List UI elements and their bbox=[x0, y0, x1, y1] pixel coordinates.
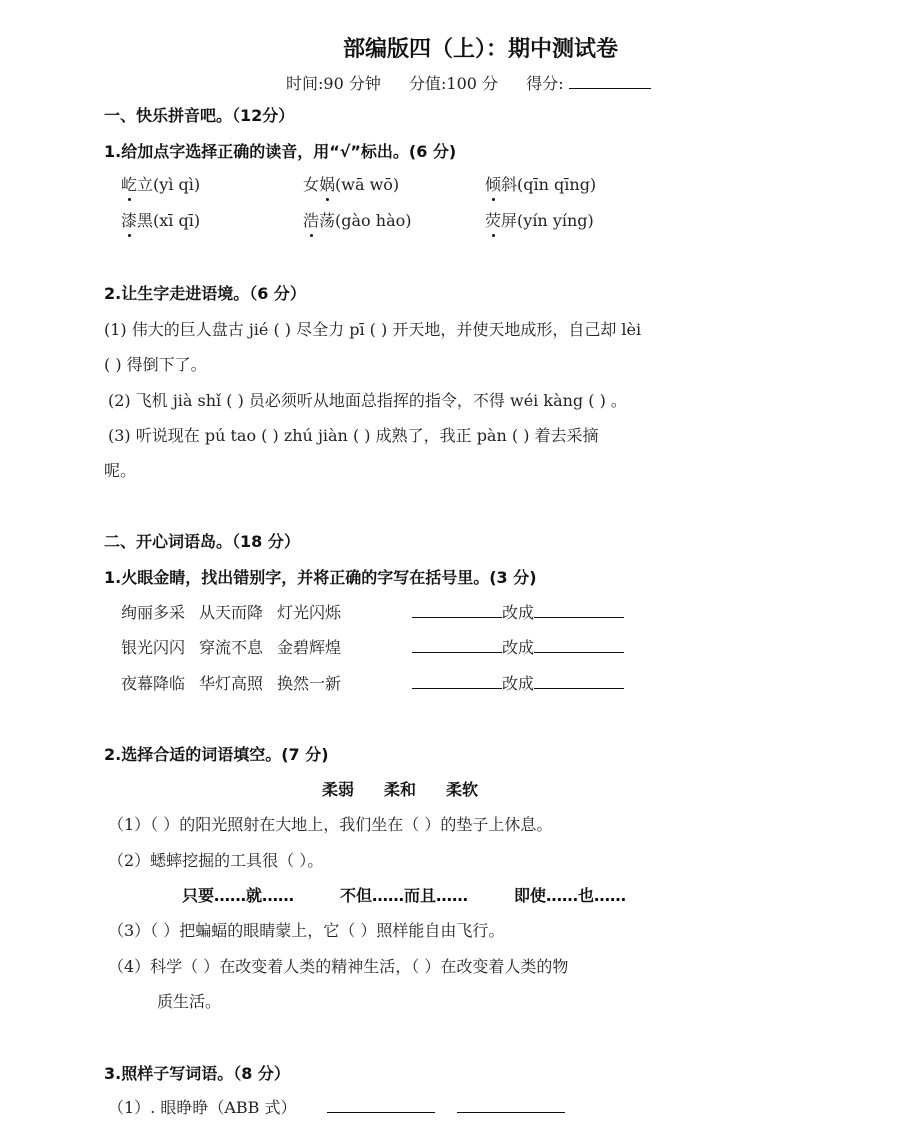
s2-q2-s4b: 质生活。 bbox=[157, 992, 222, 1011]
s1-q2-line1: (1) 伟大的巨人盘古 jié ( ) 尽全力 pī ( ) 开天地，并使天地成形，自己却 lèi bbox=[104, 320, 642, 339]
answer-blank[interactable] bbox=[327, 1098, 435, 1113]
page-title: 部编版四（上）：期中测试卷 bbox=[343, 37, 619, 62]
section2-heading: 二、开心词语岛。（18 分） bbox=[104, 532, 300, 551]
s2-q2-s1: （1）（ ）的阳光照射在大地上，我们坐在（ ）的垫子上休息。 bbox=[108, 815, 553, 834]
score-obtained-label: 得分: bbox=[526, 74, 564, 93]
typo-answer: 改成 bbox=[412, 635, 624, 658]
pinyin-item: 漆黑(xī qī) bbox=[121, 208, 200, 231]
s1-q2-prompt: 2.让生字走进语境。（6 分） bbox=[104, 284, 306, 303]
correct-char-blank[interactable] bbox=[534, 674, 624, 689]
answer-blank[interactable] bbox=[457, 1098, 565, 1113]
pinyin-options[interactable]: (qīn qīng) bbox=[517, 175, 597, 194]
pinyin-options[interactable]: (yín yíng) bbox=[517, 211, 594, 230]
pinyin-item: 浩荡(gào hào) bbox=[303, 208, 412, 231]
typo-row: 银光闪闪 穿流不息 金碧辉煌 bbox=[121, 638, 342, 657]
section1-heading: 一、快乐拼音吧。（12分） bbox=[104, 106, 295, 125]
pinyin-item: 屹立(yì qì) bbox=[121, 172, 200, 195]
correct-char-blank[interactable] bbox=[534, 638, 624, 653]
typo-answer: 改成 bbox=[412, 600, 624, 623]
wrong-char-blank[interactable] bbox=[412, 674, 502, 689]
pinyin-item: 荧屏(yín yíng) bbox=[485, 208, 594, 231]
s2-q2-prompt: 2.选择合适的词语填空。(7 分) bbox=[104, 745, 329, 764]
typo-row: 绚丽多采 从天而降 灯光闪烁 bbox=[121, 603, 342, 622]
s1-q2-line1b: ( ) 得倒下了。 bbox=[104, 355, 207, 374]
word-options-a: 柔弱 柔和 柔软 bbox=[322, 780, 479, 799]
s2-q2-s2: （2）蟋蟀挖掘的工具很（ ）。 bbox=[108, 851, 324, 870]
score-blank[interactable] bbox=[569, 74, 651, 89]
s1-q1-prompt: 1.给加点字选择正确的读音，用“√”标出。(6 分) bbox=[104, 142, 457, 161]
typo-row: 夜幕降临 华灯高照 换然一新 bbox=[121, 674, 342, 693]
correct-char-blank[interactable] bbox=[534, 603, 624, 618]
pinyin-options[interactable]: (wā wō) bbox=[335, 175, 400, 194]
s2-q2-s4: （4）科学（ ）在改变着人类的精神生活，（ ）在改变着人类的物 bbox=[108, 957, 569, 976]
s2-q2-s3: （3）（ ）把蝙蝠的眼睛蒙上，它（ ）照样能自由飞行。 bbox=[108, 921, 505, 940]
time-label: 时间:90 分钟 bbox=[286, 74, 381, 93]
pinyin-options[interactable]: (xī qī) bbox=[153, 211, 201, 230]
pinyin-item: 女娲(wā wō) bbox=[303, 172, 399, 195]
s1-q2-line3b: 呢。 bbox=[104, 461, 137, 480]
s2-q3-s1: （1）. 眼睁睁（ABB 式） bbox=[108, 1095, 565, 1118]
s1-q2-line3: (3) 听说现在 pú tao ( ) zhú jiàn ( ) 成熟了，我正 pàn ( ) 着去采摘 bbox=[108, 426, 599, 445]
pinyin-options[interactable]: (yì qì) bbox=[153, 175, 201, 194]
typo-answer: 改成 bbox=[412, 671, 624, 694]
exam-info bbox=[286, 71, 651, 94]
pinyin-options[interactable]: (gào hào) bbox=[335, 211, 412, 230]
wrong-char-blank[interactable] bbox=[412, 638, 502, 653]
word-options-b: 只要……就…… 不但……而且…… 即使……也…… bbox=[182, 886, 627, 905]
wrong-char-blank[interactable] bbox=[412, 603, 502, 618]
s2-q1-prompt: 1.火眼金睛，找出错别字，并将正确的字写在括号里。(3 分) bbox=[104, 568, 537, 587]
s2-q3-prompt: 3.照样子写词语。（8 分） bbox=[104, 1064, 290, 1083]
score-total-label: 分值:100 分 bbox=[409, 74, 499, 93]
s1-q2-line2: (2) 飞机 jià shǐ ( ) 员必须听从地面总指挥的指令，不得 wéi kàng ( ) 。 bbox=[108, 391, 627, 410]
pinyin-item: 倾斜(qīn qīng) bbox=[485, 172, 596, 195]
